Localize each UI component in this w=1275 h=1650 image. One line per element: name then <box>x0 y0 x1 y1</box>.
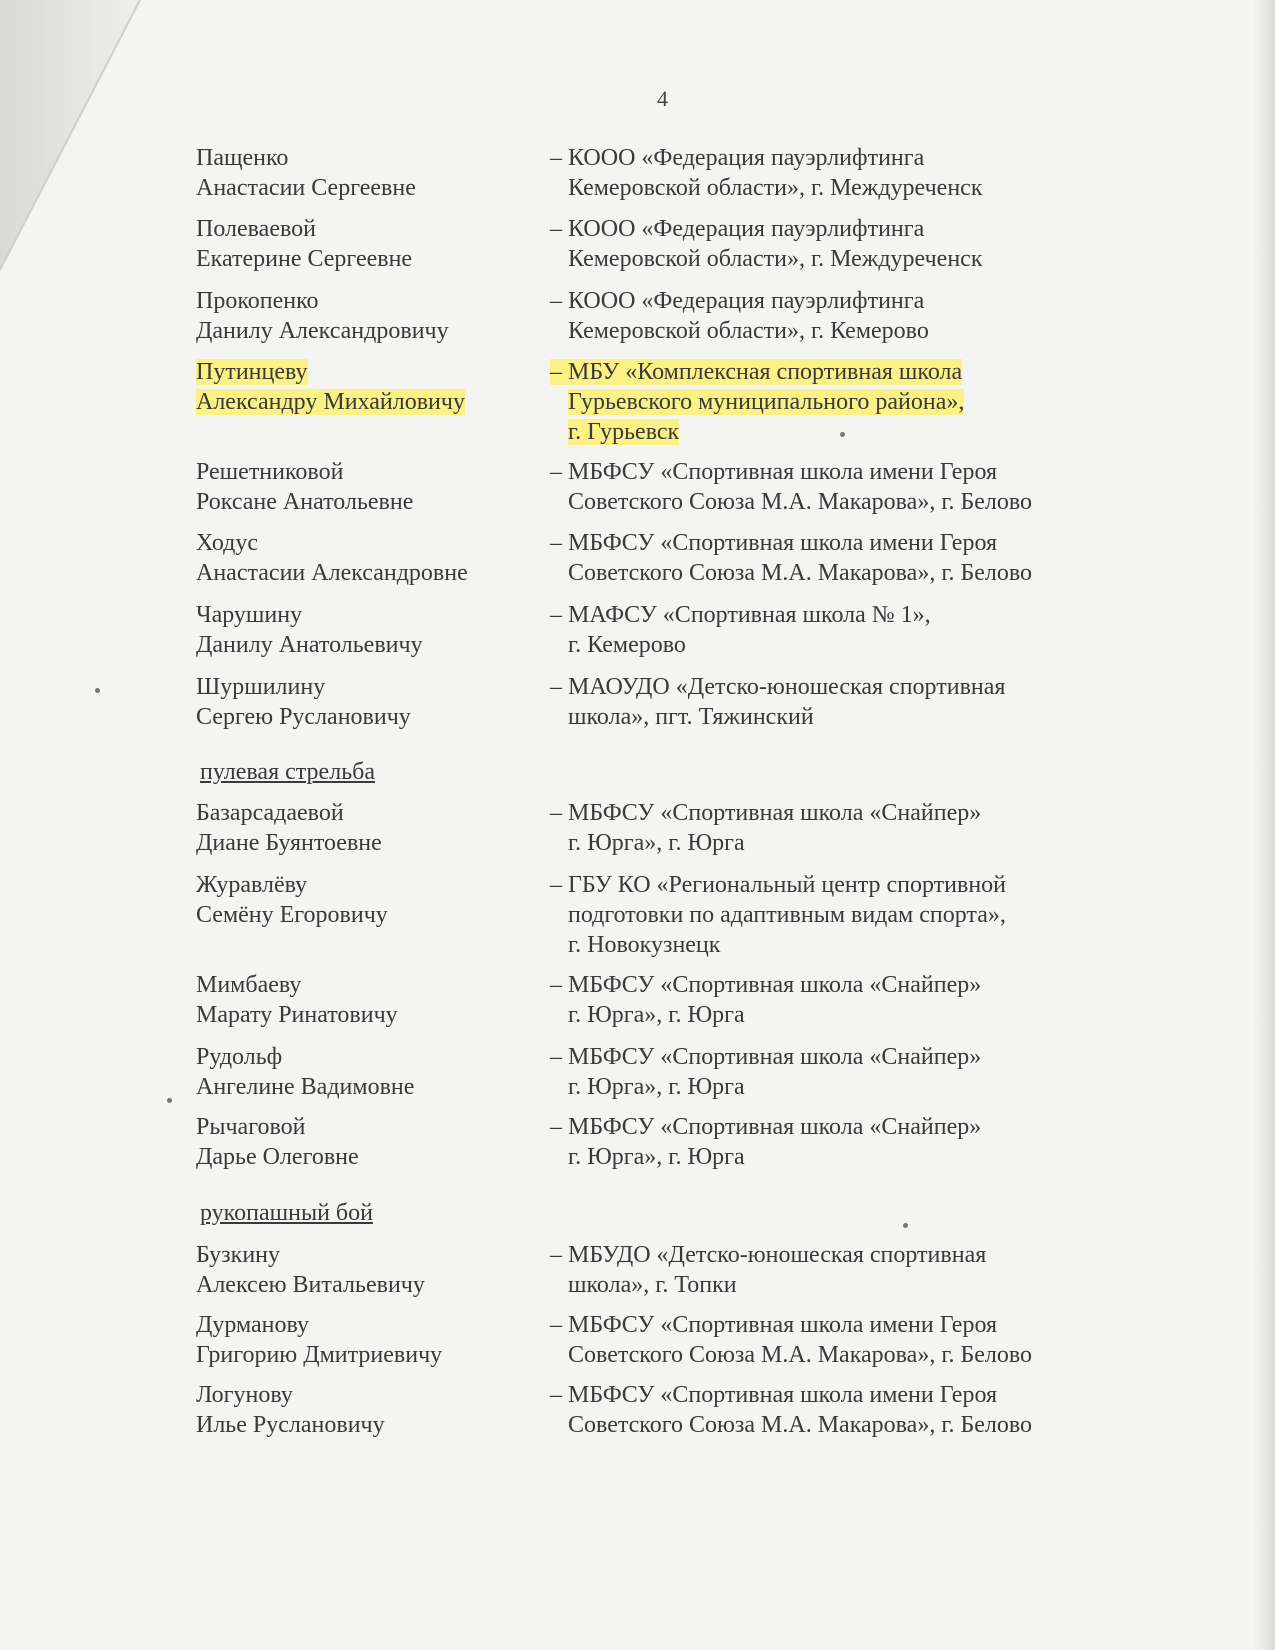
organization: – МБФСУ «Спортивная школа «Снайпер» г. Юрга», г. Юрга <box>550 1114 982 1170</box>
page-number: 4 <box>657 86 668 111</box>
recipient-name: Дурманову Григорию Дмитриевичу <box>196 1312 443 1368</box>
organization: – КООО «Федерация пауэрлифтинга Кемеровской области», г. Кемерово <box>550 288 929 344</box>
recipient-name: Рудольф Ангелине Вадимовне <box>196 1044 415 1100</box>
organization: – МБФСУ «Спортивная школа имени Героя Советского Союза М.А. Макарова», г. Белово <box>550 1312 1033 1368</box>
section-heading: пулевая стрельба <box>200 759 375 785</box>
scan-speck <box>840 432 845 437</box>
organization: – КООО «Федерация пауэрлифтинга Кемеровской области», г. Междуреченск <box>550 216 983 272</box>
recipient-name: Мимбаеву Марату Ринатовичу <box>196 972 398 1028</box>
organization: – МБУДО «Детско-юношеская спортивная школа», г. Топки <box>550 1242 987 1298</box>
recipient-name: Полеваевой Екатерине Сергеевне <box>196 216 413 272</box>
organization: – МБФСУ «Спортивная школа имени Героя Советского Союза М.А. Макарова», г. Белово <box>550 1382 1033 1438</box>
organization: – МБФСУ «Спортивная школа имени Героя Советского Союза М.А. Макарова», г. Белово <box>550 459 1033 515</box>
section-heading: рукопашный бой <box>200 1200 373 1226</box>
recipient-name: Журавлёву Семёну Егоровичу <box>196 872 388 928</box>
recipient-name: Пащенко Анастасии Сергеевне <box>196 145 416 201</box>
organization: – МБУ «Комплексная спортивная школа Гурьевского муниципального района», г. Гурьевск <box>550 359 965 445</box>
scan-speck <box>95 688 100 693</box>
recipient-name: Ходус Анастасии Александровне <box>196 530 468 586</box>
recipient-name: Базарсадаевой Диане Буянтоевне <box>196 800 382 856</box>
recipient-name: Путинцеву Александру Михайловичу <box>196 359 465 415</box>
recipient-name: Бузкину Алексею Витальевичу <box>196 1242 425 1298</box>
organization: – КООО «Федерация пауэрлифтинга Кемеровской области», г. Междуреченск <box>550 145 983 201</box>
recipient-name: Прокопенко Данилу Александровичу <box>196 288 449 344</box>
scan-speck <box>167 1098 172 1103</box>
recipient-name: Чарушину Данилу Анатольевичу <box>196 602 423 658</box>
page-edge-shadow <box>1253 0 1275 1650</box>
organization: – МБФСУ «Спортивная школа имени Героя Советского Союза М.А. Макарова», г. Белово <box>550 530 1033 586</box>
organization: – ГБУ КО «Региональный центр спортивной подготовки по адаптивным видам спорта», г. Новокузнецк <box>550 872 1007 958</box>
scan-speck <box>903 1223 908 1228</box>
organization: – МАФСУ «Спортивная школа № 1», г. Кемерово <box>550 602 931 658</box>
recipient-name: Шуршилину Сергею Руслановичу <box>196 674 411 730</box>
organization: – МБФСУ «Спортивная школа «Снайпер» г. Юрга», г. Юрга <box>550 1044 982 1100</box>
recipient-name: Решетниковой Роксане Анатольевне <box>196 459 414 515</box>
recipient-name: Рычаговой Дарье Олеговне <box>196 1114 359 1170</box>
organization: – МБФСУ «Спортивная школа «Снайпер» г. Юрга», г. Юрга <box>550 972 982 1028</box>
recipient-name: Логунову Илье Руслановичу <box>196 1382 385 1438</box>
organization: – МБФСУ «Спортивная школа «Снайпер» г. Юрга», г. Юрга <box>550 800 982 856</box>
organization: – МАОУДО «Детско-юношеская спортивная школа», пгт. Тяжинский <box>550 674 1006 730</box>
